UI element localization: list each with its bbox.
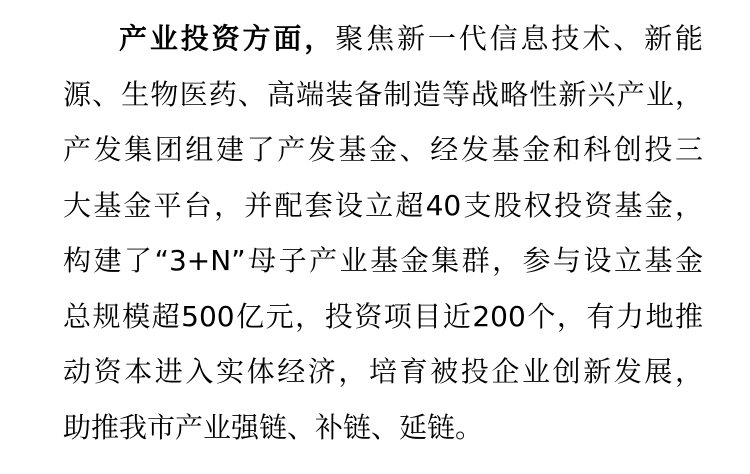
paragraph-line: 产发集团组建了产发基金、经发基金和科创投三 <box>63 133 703 166</box>
paragraph-line: 构建了“3+N”母子产业基金集群，参与设立基金 <box>63 244 703 277</box>
paragraph-line-text: 聚焦新一代信息技术、新能 <box>335 22 703 55</box>
paragraph-line: 总规模超500亿元，投资项目近200个，有力地推 <box>63 299 703 333</box>
paragraph-line: 大基金平台，并配套设立超40支股权投资基金， <box>63 188 703 222</box>
paragraph-line <box>63 11 703 67</box>
paragraph-lead-bold: 产业投资方面， <box>119 22 336 55</box>
paragraph <box>63 11 703 455</box>
paragraph-line: 助推我市产业强链、补链、延链。 <box>63 410 484 444</box>
paragraph-line: 源、生物医药、高端装备制造等战略性新兴产业， <box>63 77 703 111</box>
paragraph-line: 动资本进入实体经济，培育被投企业创新发展， <box>63 355 703 388</box>
